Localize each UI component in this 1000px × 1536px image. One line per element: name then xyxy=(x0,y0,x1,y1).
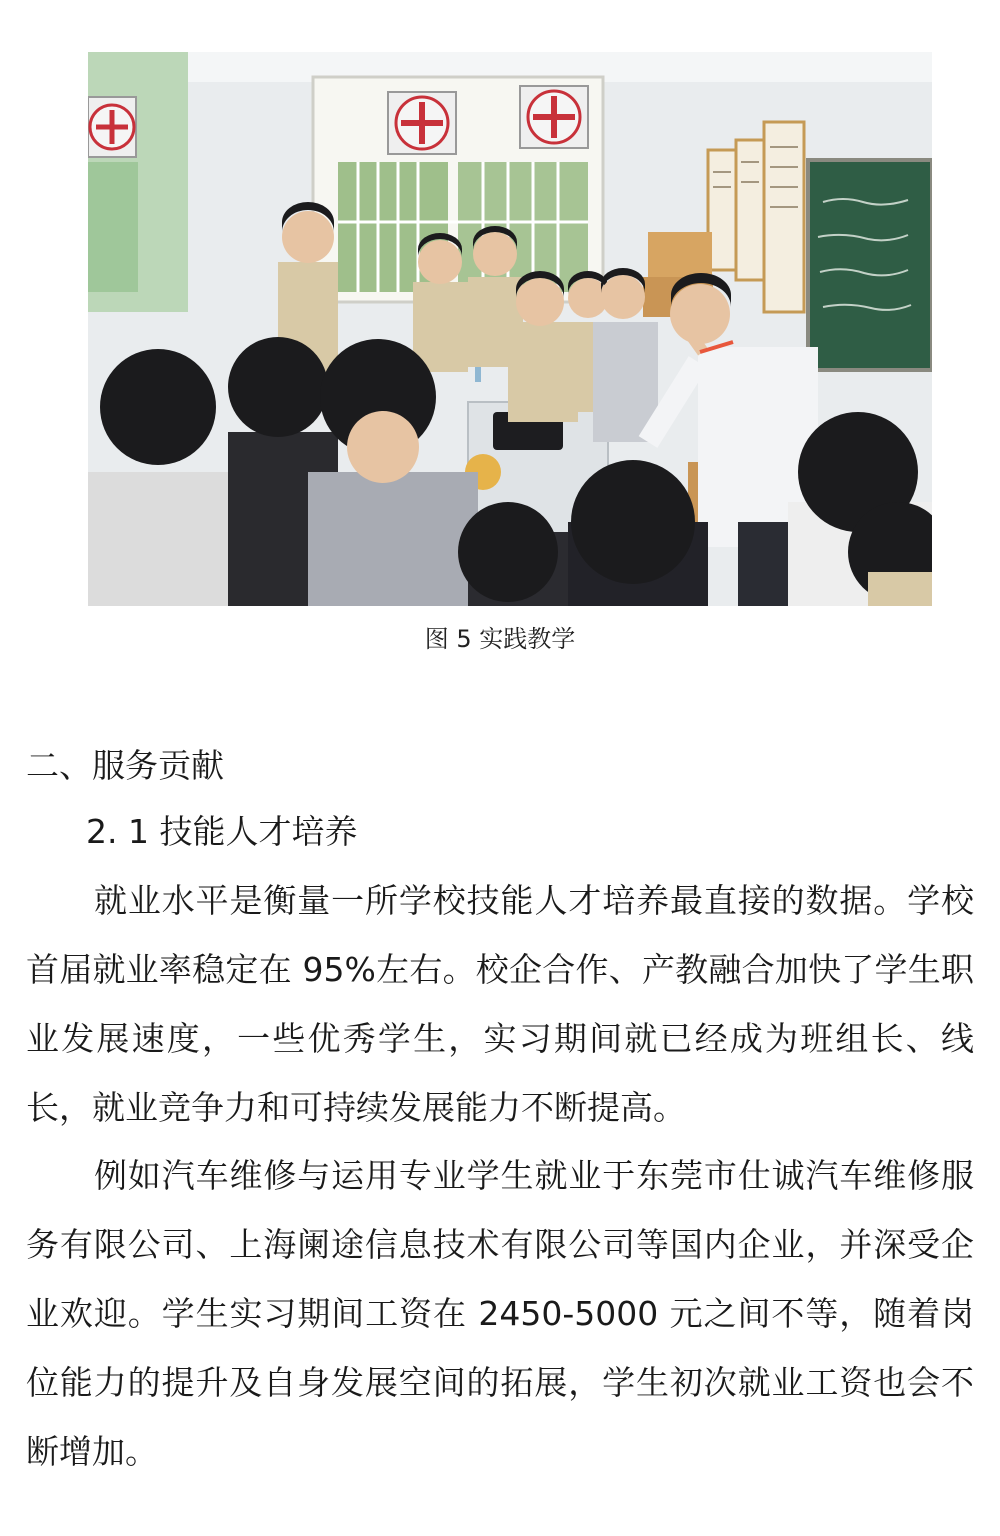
figure-caption: 图 5 实践教学 xyxy=(424,625,576,653)
paragraph-employment-level: 就业水平是衡量一所学校技能人才培养最直接的数据。学校首届就业率稳定在 95%左右。校企合作、产教融合加快了学生职业发展速度，一些优秀学生，实习期间就已经成为班组长、线长，就业竞争力和可持续发展能力不断提高。 xyxy=(26,881,974,1127)
section-title: 二、服务贡献 xyxy=(26,746,224,785)
classroom-photo xyxy=(88,52,932,606)
subsection-title: 2. 1 技能人才培养 xyxy=(86,812,358,851)
paragraph-employment-example: 例如汽车维修与运用专业学生就业于东莞市仕诚汽车维修服务有限公司、上海阑途信息技术有限公司等国内企业，并深受企业欢迎。学生实习期间工资在 2450-5000 元之间不等，随着岗位能力的提升及自身发展空间的拓展，学生初次就业工资也会不断增加。 xyxy=(26,1156,974,1471)
